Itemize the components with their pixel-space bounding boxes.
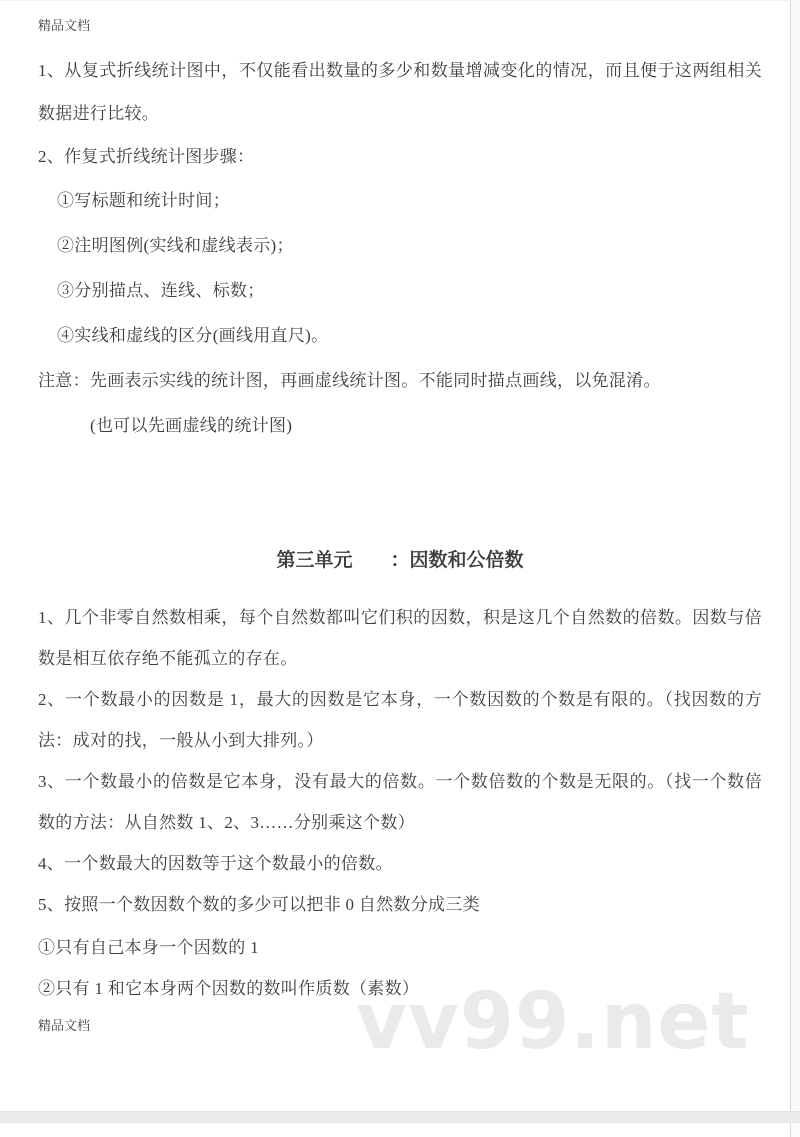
page-separator [0,1111,800,1123]
page-header-label: 精品文档 [38,18,91,33]
note-sub-paragraph: (也可以先画虚线的统计图) [90,416,293,435]
unit3-subitem-2: ②只有 1 和它本身两个因数的数叫作质数（素数） [38,979,420,998]
next-page-top [0,1123,791,1137]
unit3-paragraph-1: 1、几个非零自然数相乘，每个自然数都叫它们积的因数，积是这几个自然数的倍数。因数与倍数是相互依存绝不能孤立的存在。 [38,608,762,668]
watermark: vv99.net [356,977,750,1067]
paragraph-line-chart-compare: 1、从复式折线统计图中，不仅能看出数量的多少和数量增减变化的情况，而且便于这两组相关数据进行比较。 [38,61,762,123]
step-item-3: ③分别描点、连线、标数； [57,281,265,300]
paragraph-line-chart-steps-title: 2、作复式折线统计图步骤： [38,147,255,166]
note-paragraph: 注意：先画表示实线的统计图，再画虚线统计图。不能同时描点画线，以免混淆。 [38,371,661,390]
viewer-background-edge [791,0,800,1111]
unit3-paragraph-2: 2、一个数最小的因数是 1，最大的因数是它本身，一个数因数的个数是有限的。（找因数的方法：成对的找，一般从小到大排列。） [38,690,762,750]
unit3-subitem-1: ①只有自己本身一个因数的 1 [38,938,259,957]
page-footer-label: 精品文档 [38,1018,91,1033]
step-item-2: ②注明图例(实线和虚线表示)； [57,236,294,255]
unit3-paragraph-5: 5、按照一个数因数个数的多少可以把非 0 自然数分成三类 [38,895,480,914]
unit3-paragraph-4: 4、一个数最大的因数等于这个数最小的倍数。 [38,854,393,873]
step-item-1: ①写标题和统计时间； [57,191,230,210]
unit3-paragraph-3: 3、一个数最小的倍数是它本身，没有最大的倍数。一个数倍数的个数是无限的。（找一个数倍数的方法：从自然数 1、2、3……分别乘这个数） [38,772,762,832]
step-item-4: ④实线和虚线的区分(画线用直尺)。 [57,326,329,345]
section-heading-unit3: 第三单元 ：因数和公倍数 [276,550,524,571]
